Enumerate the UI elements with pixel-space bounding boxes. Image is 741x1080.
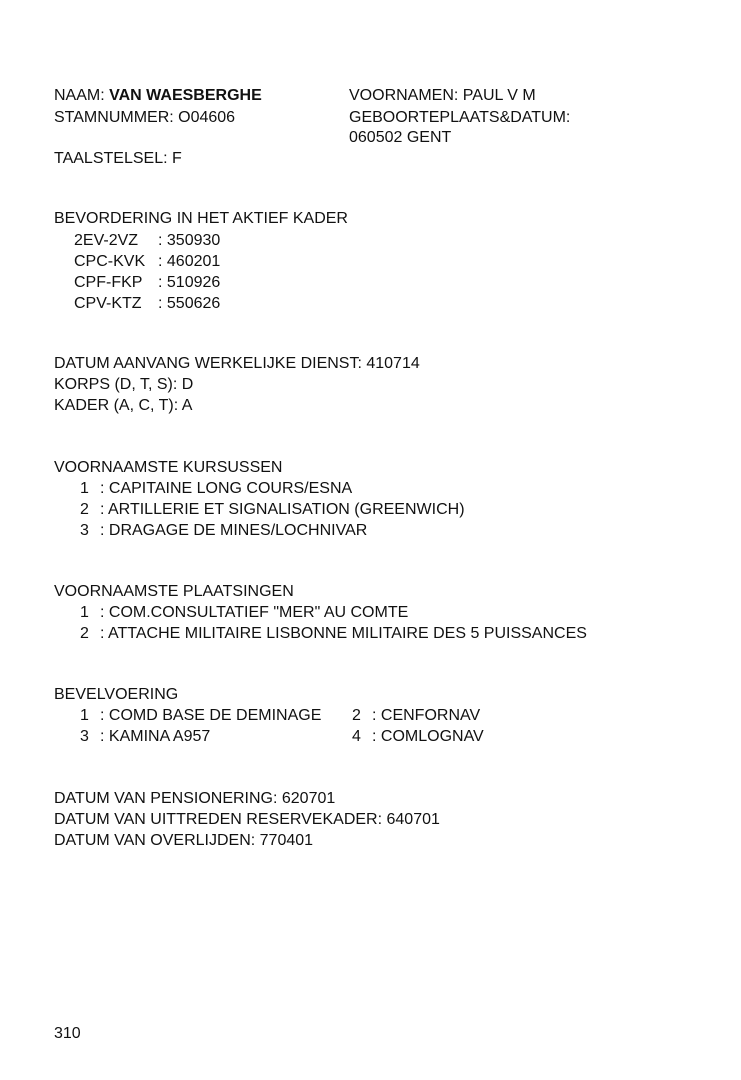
overlijden: DATUM VAN OVERLIJDEN: 770401 — [54, 832, 314, 849]
bevel-num: 4 — [352, 728, 361, 745]
voornamen: VOORNAMEN: PAUL V M — [349, 87, 536, 104]
kursus-text: : ARTILLERIE ET SIGNALISATION (GREENWICH) — [100, 501, 465, 518]
name-value: VAN WAESBERGHE — [109, 87, 262, 104]
bevordering-title: BEVORDERING IN HET AKTIEF KADER — [54, 210, 348, 227]
pensionering: DATUM VAN PENSIONERING: 620701 — [54, 790, 336, 807]
bevelvoering-title: BEVELVOERING — [54, 686, 179, 703]
page-number: 310 — [54, 1025, 81, 1042]
name-label: NAAM: — [54, 87, 105, 104]
bevordering-date: : 460201 — [158, 253, 221, 270]
kursus-text: : DRAGAGE DE MINES/LOCHNIVAR — [100, 522, 368, 539]
kursus-num: 3 — [80, 522, 89, 539]
uittreden: DATUM VAN UITTREDEN RESERVEKADER: 640701 — [54, 811, 440, 828]
bevordering-rank: CPF-FKP — [74, 274, 143, 291]
bevordering-date: : 350930 — [158, 232, 221, 249]
kursus-num: 1 — [80, 480, 89, 497]
bevordering-date: : 550626 — [158, 295, 221, 312]
bevel-num: 3 — [80, 728, 89, 745]
stamnummer: STAMNUMMER: O04606 — [54, 109, 236, 126]
bevel-text: : COMLOGNAV — [372, 728, 484, 745]
kursus-num: 2 — [80, 501, 89, 518]
datum-aanvang: DATUM AANVANG WERKELIJKE DIENST: 410714 — [54, 355, 420, 372]
taalstelsel: TAALSTELSEL: F — [54, 150, 182, 167]
kursus-text: : CAPITAINE LONG COURS/ESNA — [100, 480, 353, 497]
bevel-text: : COMD BASE DE DEMINAGE — [100, 707, 322, 724]
bevel-text: : KAMINA A957 — [100, 728, 211, 745]
plaatsing-text: : ATTACHE MILITAIRE LISBONNE MILITAIRE DES 5 PUISSANCES — [100, 625, 587, 642]
plaatsing-num: 1 — [80, 604, 89, 621]
bevordering-rank: CPV-KTZ — [74, 295, 142, 312]
bevel-num: 2 — [352, 707, 361, 724]
plaatsing-text: : COM.CONSULTATIEF "MER" AU COMTE — [100, 604, 409, 621]
kursussen-title: VOORNAAMSTE KURSUSSEN — [54, 459, 283, 476]
bevordering-rank: 2EV-2VZ — [74, 232, 139, 249]
bevel-num: 1 — [80, 707, 89, 724]
bevordering-date: : 510926 — [158, 274, 221, 291]
bevordering-rank: CPC-KVK — [74, 253, 146, 270]
plaatsing-num: 2 — [80, 625, 89, 642]
bevel-text: : CENFORNAV — [372, 707, 481, 724]
geboorte-label: GEBOORTEPLAATS&DATUM: — [349, 109, 571, 126]
kader: KADER (A, C, T): A — [54, 397, 193, 414]
geboorte-value: 060502 GENT — [349, 129, 452, 146]
name-line — [54, 86, 262, 106]
plaatsingen-title: VOORNAAMSTE PLAATSINGEN — [54, 583, 294, 600]
korps: KORPS (D, T, S): D — [54, 376, 194, 393]
